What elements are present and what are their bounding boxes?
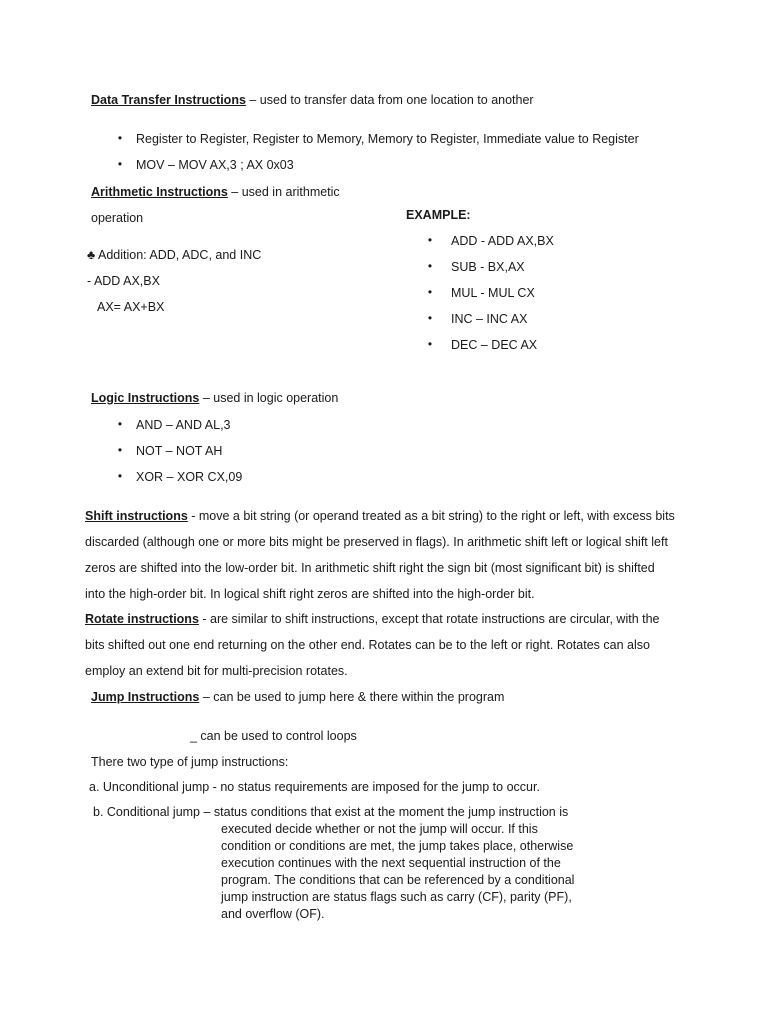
addition-label: ♣ Addition: ADD, ADC, and INC <box>87 248 262 262</box>
rotate-heading: Rotate instructions <box>85 612 199 626</box>
rotate-text: - are similar to shift instructions, except that rotate instructions are circular, with the bits shifted out one end returning on the other end. Rotates can be to the left or right. Rotates can also employ an extend bit for multi-precision rotates. <box>85 612 660 678</box>
bullet-icon: • <box>117 417 123 431</box>
list-item: AND – AND AL,3 <box>136 418 231 432</box>
text-line: program. The conditions that can be referenced by a conditional <box>221 873 575 887</box>
text-line: executed decide whether or not the jump will occur. If this <box>221 822 538 836</box>
arithmetic-heading-line <box>91 184 340 200</box>
jump-heading: Jump Instructions <box>91 690 200 704</box>
shift-paragraph <box>85 503 675 607</box>
text-line: and overflow (OF). <box>221 907 325 921</box>
bullet-icon: • <box>427 259 433 273</box>
logic-heading: Logic Instructions <box>91 391 200 405</box>
list-item: MUL - MUL CX <box>451 286 535 300</box>
logic-heading-line <box>91 390 338 406</box>
logic-desc: – used in logic operation <box>199 391 339 405</box>
jump-desc: – can be used to jump here & there within the program <box>199 690 505 704</box>
jump-types-intro: There two type of jump instructions: <box>91 755 289 769</box>
list-item: SUB - BX,AX <box>451 260 525 274</box>
list-item: ADD - ADD AX,BX <box>451 234 554 248</box>
arithmetic-desc-cont: operation <box>91 211 144 225</box>
arithmetic-heading: Arithmetic Instructions <box>91 185 228 199</box>
list-item: Register to Register, Register to Memory, Memory to Register, Immediate value to Register <box>136 132 639 146</box>
bullet-icon: • <box>427 337 433 351</box>
add-result: AX= AX+BX <box>97 300 165 314</box>
arithmetic-desc: – used in arithmetic <box>227 185 340 199</box>
text-line: execution continues with the next sequential instruction of the <box>221 856 561 870</box>
data-transfer-heading-line <box>91 92 534 108</box>
list-item: INC – INC AX <box>451 312 528 326</box>
rotate-paragraph <box>85 606 675 684</box>
add-example: - ADD AX,BX <box>87 274 160 288</box>
list-item: MOV – MOV AX,3 ; AX 0x03 <box>136 158 294 172</box>
example-label: EXAMPLE: <box>406 208 471 222</box>
bullet-icon: • <box>427 311 433 325</box>
bullet-icon: • <box>117 469 123 483</box>
conditional-jump-label: b. Conditional jump – status conditions that exist at the moment the jump instruction is <box>93 805 569 819</box>
jump-loops: _ can be used to control loops <box>190 729 357 743</box>
bullet-icon: • <box>427 285 433 299</box>
text-line: condition or conditions are met, the jump takes place, otherwise <box>221 839 574 853</box>
data-transfer-desc: – used to transfer data from one location to another <box>245 93 534 107</box>
list-item: NOT – NOT AH <box>136 444 223 458</box>
text-line: jump instruction are status flags such as carry (CF), parity (PF), <box>221 890 572 904</box>
shift-text: - move a bit string (or operand treated as a bit string) to the right or left, with excess bits discarded (although one or more bits might be preserved in flags). In arithmetic shift left or logical shift left zeros are shifted into the low-order bit. In arithmetic shift right the sign bit (most significant bit) is shifted into the high-order bit. In logical shift right zeros are shifted into the high-order bit. <box>85 509 675 601</box>
shift-heading: Shift instructions <box>85 509 188 523</box>
unconditional-jump: a. Unconditional jump - no status requirements are imposed for the jump to occur. <box>89 780 540 794</box>
bullet-icon: • <box>117 443 123 457</box>
conditional-jump-body <box>221 821 601 923</box>
bullet-icon: • <box>427 233 433 247</box>
bullet-icon: • <box>117 157 123 171</box>
bullet-icon: • <box>117 131 123 145</box>
jump-heading-line <box>91 689 504 705</box>
data-transfer-heading: Data Transfer Instructions <box>91 93 246 107</box>
list-item: XOR – XOR CX,09 <box>136 470 243 484</box>
list-item: DEC – DEC AX <box>451 338 538 352</box>
